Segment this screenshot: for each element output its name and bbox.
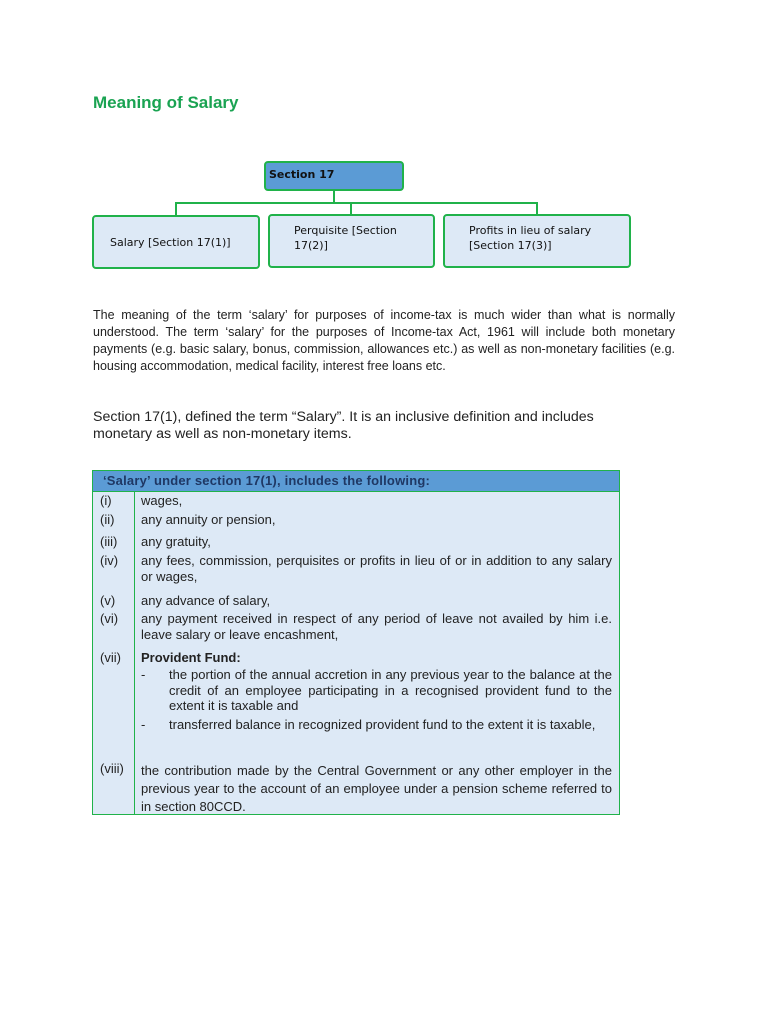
salary-inclusions-table: [92, 470, 620, 815]
diagram-salary-box: Salary [Section 17(1)]: [92, 215, 260, 269]
diagram-profits-box: Profits in lieu of salary [Section 17(3)]: [443, 214, 631, 268]
row-text: any advance of salary,: [141, 593, 271, 608]
salary-meaning-paragraph: The meaning of the term ‘salary’ for purposes of income-tax is much wider than what is normally understood. The term ‘salary’ for the purposes of Income-tax Act, 1961 will include both monetary payments (e.g. basic salary, bonus, commission, allowances etc.) as well as non-monetary facilities (e.g. housing accommodation, medical facility, interest free loans etc.: [93, 308, 675, 373]
table-header: ‘Salary’ under section 17(1), includes the following:: [93, 471, 619, 492]
row-number: (vii): [100, 650, 121, 665]
row-number: (viii): [100, 761, 124, 776]
provident-fund-item-text: the portion of the annual accretion in any previous year to the balance at the credit of an employee participating in a recognised provident fund to the extent it is taxable and: [169, 667, 612, 713]
connector-left: [175, 202, 177, 215]
table-column-divider: [134, 492, 135, 814]
row-text: any fees, commission, perquisites or profits in lieu of or in addition to any salary or wages,: [141, 553, 612, 584]
bullet-dash: -: [141, 717, 146, 732]
row-number: (i): [100, 493, 112, 508]
row-text: any annuity or pension,: [141, 512, 276, 527]
row-number: (vi): [100, 611, 119, 626]
connector-right: [536, 202, 538, 214]
diagram-perquisite-box: Perquisite [Section 17(2)]: [268, 214, 435, 268]
row-number: (iii): [100, 534, 118, 549]
connector-middle: [350, 202, 352, 214]
connector-horizontal: [175, 202, 538, 204]
provident-fund-item: [141, 717, 612, 733]
provident-fund-title: Provident Fund:: [141, 650, 241, 665]
diagram-root-box: Section 17: [264, 161, 404, 191]
section-17-diagram: [0, 0, 768, 300]
row-text: any gratuity,: [141, 534, 211, 549]
section-17-1-paragraph: Section 17(1), defined the term “Salary”. It is an inclusive definition and includes monetary as well as non-monetary items.: [93, 409, 594, 442]
page-title: Meaning of Salary: [93, 93, 239, 112]
bullet-dash: -: [141, 667, 146, 682]
row-text: wages,: [141, 493, 183, 508]
provident-fund-item: [141, 667, 612, 714]
provident-fund-item-text: transferred balance in recognized provident fund to the extent it is taxable,: [169, 717, 596, 732]
row-number: (iv): [100, 553, 119, 568]
row-text: the contribution made by the Central Government or any other employer in the previous year to the account of an employee under a pension scheme referred to in section 80CCD.: [141, 763, 612, 814]
row-number: (v): [100, 593, 116, 608]
row-number: (ii): [100, 512, 115, 527]
row-text: any payment received in respect of any period of leave not availed by him i.e. leave salary or leave encashment,: [141, 611, 612, 642]
